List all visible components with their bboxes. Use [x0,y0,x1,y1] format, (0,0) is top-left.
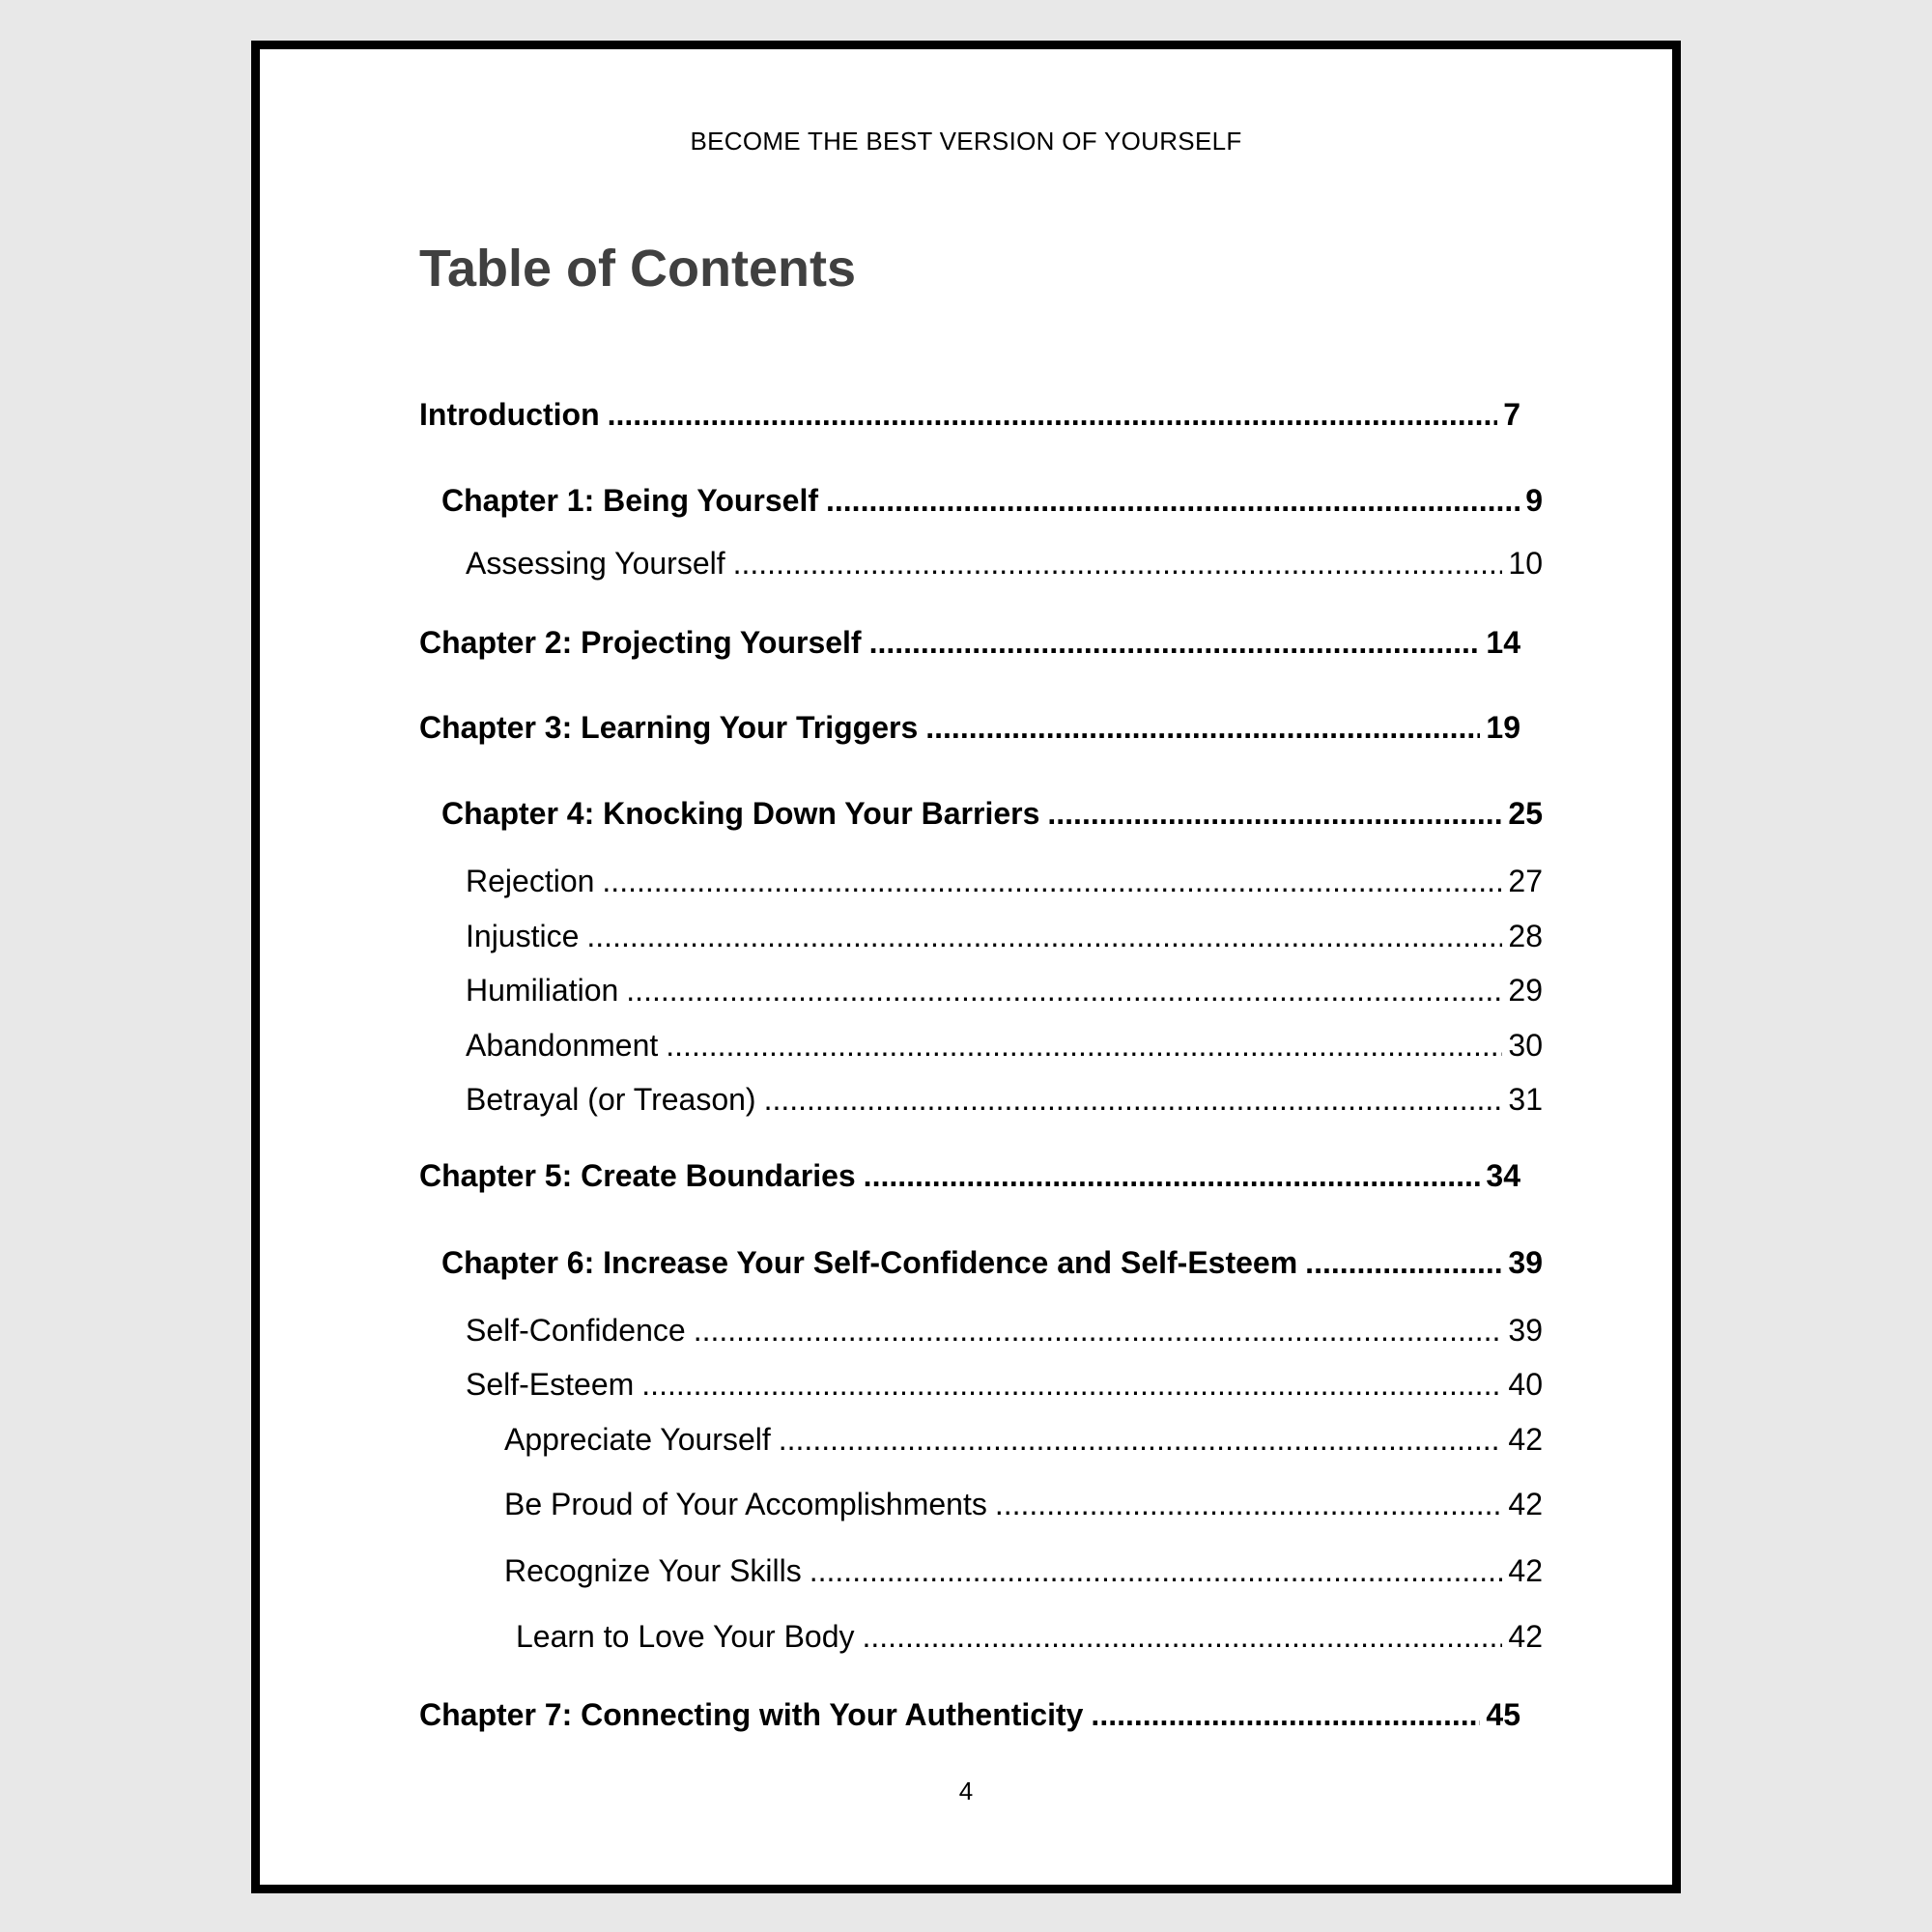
dot-leader [608,395,1498,434]
toc-entry-page: 19 [1486,710,1520,745]
toc-entry [419,1156,1520,1195]
toc-entry [466,1080,1543,1119]
running-header: BECOME THE BEST VERSION OF YOURSELF [690,127,1242,156]
toc-entry [466,1311,1543,1350]
toc-entry-page: 28 [1508,919,1543,953]
toc-entry [504,1485,1543,1523]
dot-leader [1305,1243,1502,1282]
toc-entry [419,708,1520,747]
dot-leader [1091,1695,1480,1734]
toc-entry-page: 42 [1508,1553,1543,1588]
dot-leader [764,1080,1503,1119]
document-page [251,41,1681,1893]
toc-entry-label: Abandonment [466,1028,659,1063]
dot-leader [826,481,1520,520]
toc-entry-label: Chapter 6: Increase Your Self-Confidence and Self-Esteem [441,1245,1298,1280]
dot-leader [779,1420,1503,1459]
toc-entry [441,794,1543,833]
toc-entry-label: Chapter 2: Projecting Yourself [419,625,862,660]
dot-leader [864,1156,1481,1195]
toc-entry-label: Betrayal (or Treason) [466,1082,756,1117]
toc-entry [466,862,1543,900]
toc-entry [419,395,1520,434]
toc-entry-label: Humiliation [466,973,619,1008]
toc-entry-label: Self-Confidence [466,1313,686,1348]
toc-entry-page: 14 [1486,625,1520,660]
toc-entry-page: 9 [1525,483,1543,518]
dot-leader [602,862,1502,900]
page-title: Table of Contents [419,240,856,298]
toc-entry-page: 27 [1508,864,1543,898]
toc-entry-page: 42 [1508,1422,1543,1457]
toc-entry-label: Chapter 5: Create Boundaries [419,1158,856,1193]
toc-entry [516,1617,1543,1656]
toc-entry-label: Assessing Yourself [466,546,725,581]
toc-entry-page: 25 [1508,796,1543,831]
toc-entry-page: 42 [1508,1487,1543,1521]
dot-leader [925,708,1480,747]
dot-leader [694,1311,1503,1350]
toc-entry [466,971,1543,1009]
toc-entry [504,1551,1543,1590]
dot-leader [666,1026,1502,1065]
toc-entry-label: Recognize Your Skills [504,1553,802,1588]
toc-entry-label: Injustice [466,919,580,953]
dot-leader [641,1365,1502,1404]
toc-list [260,49,1672,1885]
toc-entry [466,1026,1543,1065]
toc-entry [441,1243,1543,1282]
dot-leader [1047,794,1502,833]
toc-entry-page: 39 [1508,1245,1543,1280]
dot-leader [586,917,1502,955]
toc-entry-page: 40 [1508,1367,1543,1402]
toc-entry-page: 31 [1508,1082,1543,1117]
toc-entry-page: 42 [1508,1619,1543,1654]
toc-entry-page: 29 [1508,973,1543,1008]
toc-entry-page: 30 [1508,1028,1543,1063]
toc-entry [466,544,1543,582]
dot-leader [733,544,1503,582]
toc-entry-label: Learn to Love Your Body [516,1619,855,1654]
toc-entry-label: Chapter 4: Knocking Down Your Barriers [441,796,1040,831]
dot-leader [810,1551,1503,1590]
toc-entry-page: 10 [1508,546,1543,581]
toc-entry [466,917,1543,955]
dot-leader [869,623,1481,662]
toc-entry-page: 39 [1508,1313,1543,1348]
toc-entry-label: Self-Esteem [466,1367,635,1402]
dot-leader [995,1485,1503,1523]
toc-entry [419,623,1520,662]
toc-entry [441,481,1543,520]
toc-entry-label: Introduction [419,397,600,432]
toc-entry-label: Chapter 1: Being Yourself [441,483,818,518]
toc-entry-label: Appreciate Yourself [504,1422,771,1457]
dot-leader [863,1617,1503,1656]
toc-entry [504,1420,1543,1459]
toc-entry-page: 7 [1503,397,1520,432]
toc-entry-page: 45 [1486,1697,1520,1732]
dot-leader [626,971,1502,1009]
toc-entry-label: Chapter 3: Learning Your Triggers [419,710,919,745]
toc-entry [466,1365,1543,1404]
page-number: 4 [958,1776,974,1805]
toc-entry-label: Be Proud of Your Accomplishments [504,1487,987,1521]
toc-entry-page: 34 [1486,1158,1520,1193]
toc-entry-label: Rejection [466,864,595,898]
toc-entry-label: Chapter 7: Connecting with Your Authenticity [419,1697,1084,1732]
toc-entry [419,1695,1520,1734]
